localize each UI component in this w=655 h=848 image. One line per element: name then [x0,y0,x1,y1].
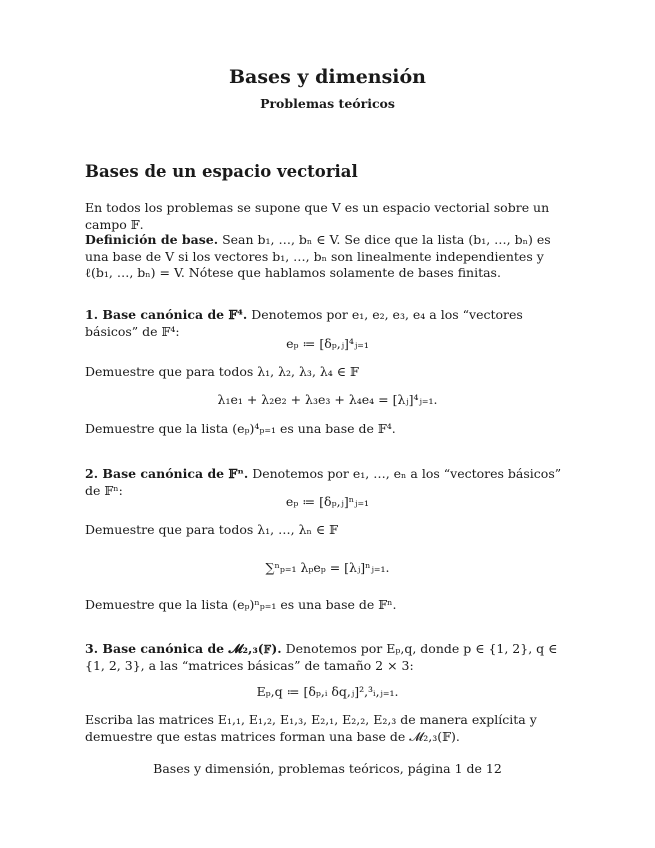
problem-1-text-3: Demuestre que la lista (eₚ)⁴ₚ₌₁ es una base de 𝔽⁴. [85,421,396,436]
section-title: Bases de un espacio vectorial [85,162,358,181]
problem-3-statement [85,641,575,674]
definition-head: Definición de base. [85,232,219,247]
problem-3-text-2: Escriba las matrices E₁,₁, E₁,₂, E₁,₃, E₂,₁, E₂,₂, E₂,₃ de manera explícita y demuestre que estas matrices forman una base de 𝓜₂,₃(𝔽). [85,712,537,744]
problem-2-lead: Denotemos por e₁, …, eₙ a los “vectores básicos” de 𝔽ⁿ: [85,466,562,498]
problem-1-text-2: Demuestre que para todos λ₁, λ₂, λ₃, λ₄ ∈ 𝔽 [85,364,359,379]
problem-2-head: 2. Base canónica de 𝔽ⁿ. [85,466,249,481]
problem-3-head: 3. Base canónica de 𝓜₂,₃(𝔽). [85,641,282,656]
problem-2-equation-2: ∑ⁿₚ₌₁ λₚeₚ = [λⱼ]ⁿⱼ₌₁. [265,560,390,575]
page-footer: Bases y dimensión, problemas teóricos, página 1 de 12 [153,761,502,776]
problem-2-text-2: Demuestre que para todos λ₁, …, λₙ ∈ 𝔽 [85,522,338,537]
definition-paragraph [85,232,575,282]
document-subtitle: Problemas teóricos [260,96,395,111]
problem-1-equation-1: eₚ ≔ [δₚ,ⱼ]⁴ⱼ₌₁ [286,336,369,351]
problem-1-head: 1. Base canónica de 𝔽⁴. [85,307,248,322]
problem-2-equation-1: eₚ ≔ [δₚ,ⱼ]ⁿⱼ₌₁ [285,494,370,509]
intro-paragraph: En todos los problemas se supone que V es un espacio vectorial sobre un campo 𝔽. [85,200,550,232]
problem-3-lead: Denotemos por Eₚ,q, donde p ∈ {1, 2}, q ∈ {1, 2, 3}, a las “matrices básicas” de tamaño 2 × 3: [85,641,558,673]
problem-3-equation-1: Eₚ,q ≔ [δₚ,ᵢ δq,ⱼ]²,³ᵢ,ⱼ₌₁. [256,684,399,699]
definition-body: Sean b₁, …, bₙ ∈ V. Se dice que la lista (b₁, …, bₙ) es una base de V si los vectores b₁, …, bₙ son linealmente independientes y ℓ(b₁, …, bₙ) = V. Nótese que hablamos solamente de bases finitas. [85,232,551,280]
problem-1-equation-2: λ₁e₁ + λ₂e₂ + λ₃e₃ + λ₄e₄ = [λⱼ]⁴ⱼ₌₁. [217,392,438,407]
problem-1-lead: Denotemos por e₁, e₂, e₃, e₄ a los “vectores básicos” de 𝔽⁴: [85,307,523,339]
document-title: Bases y dimensión [228,66,427,88]
problem-2-text-3: Demuestre que la lista (eₚ)ⁿₚ₌₁ es una base de 𝔽ⁿ. [85,597,397,612]
